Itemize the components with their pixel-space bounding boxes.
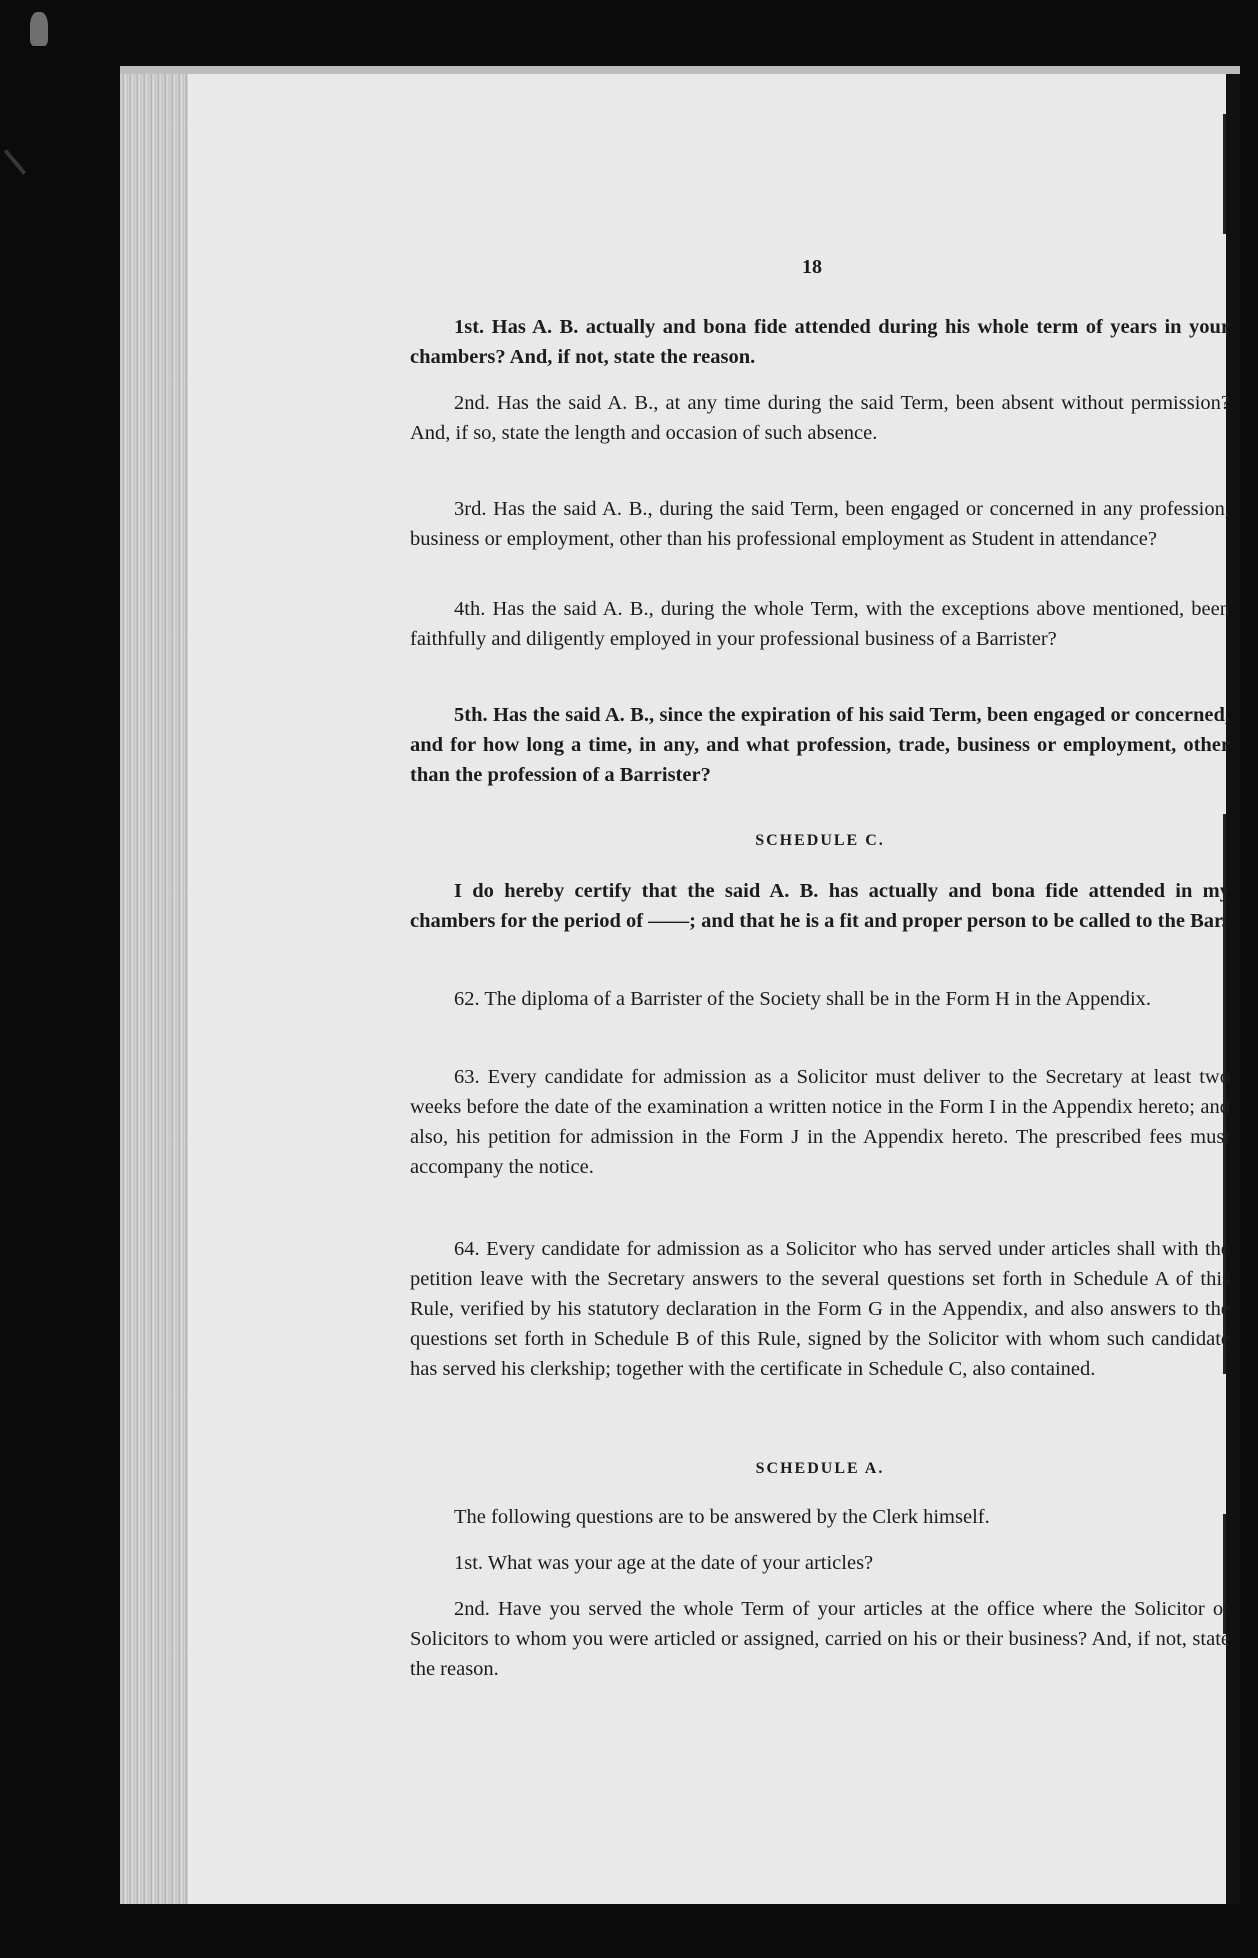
scan-artifact bbox=[4, 149, 26, 175]
schedule-a-intro: The following questions are to be answered by the Clerk himself. bbox=[454, 1506, 990, 1528]
question-5: 5th. Has the said A. B., since the expiration of his said Term, been engaged or concerned, and for how long a time, in any, and what profession, trade, business or employment, other than the profession of a Barrister? bbox=[410, 704, 1230, 786]
page-edge-mark bbox=[1223, 114, 1226, 234]
question-4: 4th. Has the said A. B., during the whole Term, with the exceptions above mentioned, been faithfully and diligently employed in your professional business of a Barrister? bbox=[410, 598, 1230, 650]
question-3: 3rd. Has the said A. B., during the said Term, been engaged or concerned in any profession, business or employment, other than his professional employment as Student in attendance? bbox=[410, 498, 1230, 550]
page-stack-edges bbox=[120, 74, 188, 1904]
rule-64: 64. Every candidate for admission as a Solicitor who has served under articles shall with the petition leave with the Secretary answers to the several questions set forth in Schedule A of this Rule, verified by his statutory declaration in the Form G in the Appendix, and also answers to the questions set forth in Schedule B of this Rule, signed by the Solicitor with whom such candidate has served his clerkship; together with the certificate in Schedule C, also contained. bbox=[410, 1238, 1230, 1380]
schedule-c-text: I do hereby certify that the said A. B. has actually and bona fide attended in my chambers for the period of ——; and that he is a fit and proper person to be called to the Bar. bbox=[410, 880, 1230, 932]
schedule-c-heading: SCHEDULE C. bbox=[755, 832, 885, 849]
schedule-a-question-1: 1st. What was your age at the date of your articles? bbox=[454, 1552, 874, 1574]
question-1: 1st. Has A. B. actually and bona fide attended during his whole term of years in your chambers? And, if not, state the reason. bbox=[410, 316, 1230, 368]
rule-63: 63. Every candidate for admission as a Solicitor must deliver to the Secretary at least two weeks before the date of the examination a written notice in the Form I in the Appendix hereto; and also, his petition for admission in the Form J in the Appendix hereto. The prescribed fees must accompany the notice. bbox=[410, 1066, 1230, 1178]
schedule-a-heading: SCHEDULE A. bbox=[755, 1460, 885, 1477]
page-number: 18 bbox=[802, 256, 822, 278]
rule-62: 62. The diploma of a Barrister of the Society shall be in the Form H in the Appendix. bbox=[454, 988, 1152, 1010]
question-2: 2nd. Has the said A. B., at any time during the said Term, been absent without permission? And, if so, state the length and occasion of such absence. bbox=[410, 392, 1230, 444]
schedule-a-question-2: 2nd. Have you served the whole Term of your articles at the office where the Solicitor or Solicitors to whom you were articled or assigned, carried on his or their business? And, if not, state the reason. bbox=[410, 1598, 1230, 1680]
scan-corner-mark bbox=[30, 12, 48, 46]
